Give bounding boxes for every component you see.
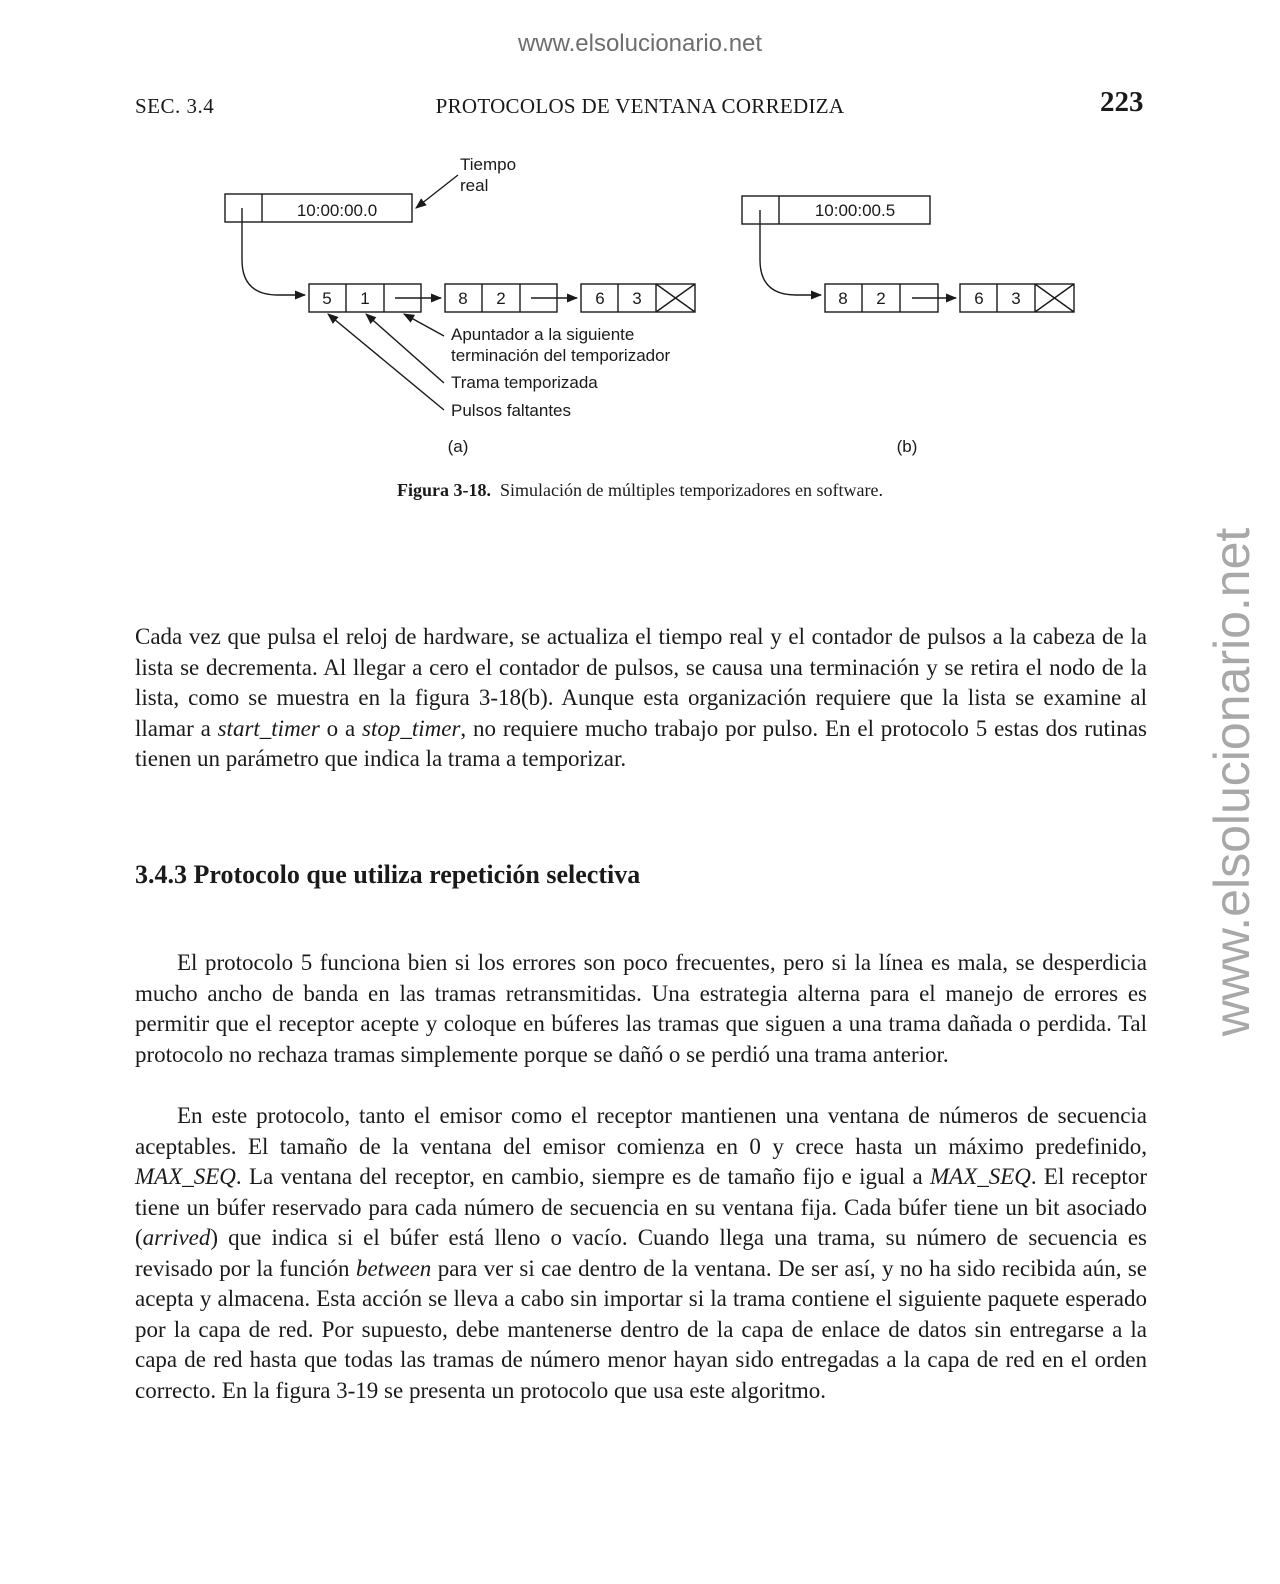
- code-max-seq-2: MAX_SEQ: [929, 1164, 1031, 1189]
- page-number: 223: [1100, 86, 1144, 118]
- figure-label-b: (b): [896, 437, 918, 456]
- time-label-line1: Tiempo: [460, 155, 517, 174]
- section-heading: 3.4.3 Protocolo que utiliza repetición selectiva: [135, 860, 641, 889]
- time-value-a: 10:00:00.0: [296, 201, 378, 220]
- figure-caption-text: Simulación de múltiples temporizadores en software.: [500, 480, 883, 500]
- node-a-1-ticks: 5: [322, 289, 332, 308]
- code-start-timer: start_timer: [217, 715, 320, 741]
- paragraph-protocol-5: El protocolo 5 funciona bien si los errores son poco frecuentes, pero si la línea es mala, se desperdicia mucho ancho de banda en las tramas retransmitidas. Una estrategia alterna para el manejo de errores es permitir que el receptor acepte y coloque en búferes las tramas que siguen a una trama dañada o perdida. Tal protocolo no rechaza tramas simplemente porque se dañó o se perdió una trama anterior.: [135, 950, 1147, 1067]
- time-value-b: 10:00:00.5: [814, 201, 896, 220]
- time-label-line2: real: [460, 176, 489, 195]
- annotation-ticks: Pulsos faltantes: [451, 401, 572, 420]
- watermark-top: www.elsolucionario.net: [517, 30, 763, 57]
- figure-caption: [0, 480, 1280, 501]
- node-b-2-ticks: 6: [974, 289, 984, 308]
- annotation-pointer-line1: Apuntador a la siguiente: [451, 325, 635, 344]
- node-a-3-frame: 3: [632, 289, 642, 308]
- code-stop-timer: stop_timer: [362, 715, 461, 741]
- running-head-title: PROTOCOLOS DE VENTANA CORREDIZA: [435, 94, 845, 118]
- node-b-1-frame: 2: [876, 289, 886, 308]
- node-a-3-ticks: 6: [595, 289, 605, 308]
- annotation-line-pointer: [404, 314, 444, 336]
- figure-3-18: [200, 140, 1100, 460]
- watermark-side: www.elsolucionario.net: [1204, 527, 1260, 1037]
- node-b-1-ticks: 8: [838, 289, 848, 308]
- running-head-section: SEC. 3.4: [135, 94, 215, 118]
- code-max-seq: MAX_SEQ: [135, 1164, 236, 1189]
- annotation-pointer-line2: terminación del temporizador: [451, 346, 671, 365]
- figure-label-a: (a): [447, 437, 469, 456]
- tiempo-real-arrow: [416, 175, 458, 208]
- node-a-2-frame: 2: [496, 289, 506, 308]
- clock-pointer-b: [760, 210, 821, 295]
- paragraph-windows: En este protocolo, tanto el emisor como el receptor mantienen una ventana de números de secuencia aceptables. El tamaño de la ventana del emisor comienza en 0 y crece hasta un máximo predefinido, MAX_SEQ. La ventana del receptor, en cambio, siempre es de tamaño fijo e igual a MAX_SEQ. El receptor tiene un búfer reservado para cada número de secuencia en su ventana fija. Cada búfer tiene un bit asociado (arrived) que indica si el búfer está lleno o vacío. Cuando llega una trama, su número de secuencia es revisado por la función between para ver si cae dentro de la ventana. De ser así, y no ha sido recibida aún, se acepta y almacena. Esta acción se lleva a cabo sin importar si la trama contiene el siguiente paquete esperado por la capa de red. Por supuesto, debe mantenerse dentro de la capa de enlace de datos sin entregarse a la capa de red hasta que todas las tramas de número menor hayan sido entregadas a la capa de red en el orden correcto. En la figura 3-19 se presenta un protocolo que usa este algoritmo.: [135, 1103, 1147, 1403]
- annotation-line-ticks: [328, 314, 444, 410]
- annotation-frame: Trama temporizada: [451, 373, 598, 392]
- code-between: between: [355, 1255, 432, 1281]
- annotation-line-frame: [366, 314, 444, 383]
- node-a-2-ticks: 8: [458, 289, 468, 308]
- figure-caption-label: Figura 3-18.: [397, 480, 492, 500]
- paragraph-timers: Cada vez que pulsa el reloj de hardware, se actualiza el tiempo real y el contador de pulsos a la cabeza de la lista se decrementa. Al llegar a cero el contador de pulsos, se causa una terminación y se retira el nodo de la lista, como se muestra en la figura 3-18(b). Aunque esta organización requiere que la lista se examine al llamar a start_timer o a stop_timer, no requiere mucho trabajo por pulso. En el protocolo 5 estas dos rutinas tienen un parámetro que indica la trama a temporizar.: [135, 624, 1147, 771]
- clock-pointer-a: [242, 208, 305, 295]
- node-b-2-frame: 3: [1011, 289, 1021, 308]
- node-a-1-frame: 1: [360, 289, 370, 308]
- code-arrived: arrived: [142, 1225, 211, 1250]
